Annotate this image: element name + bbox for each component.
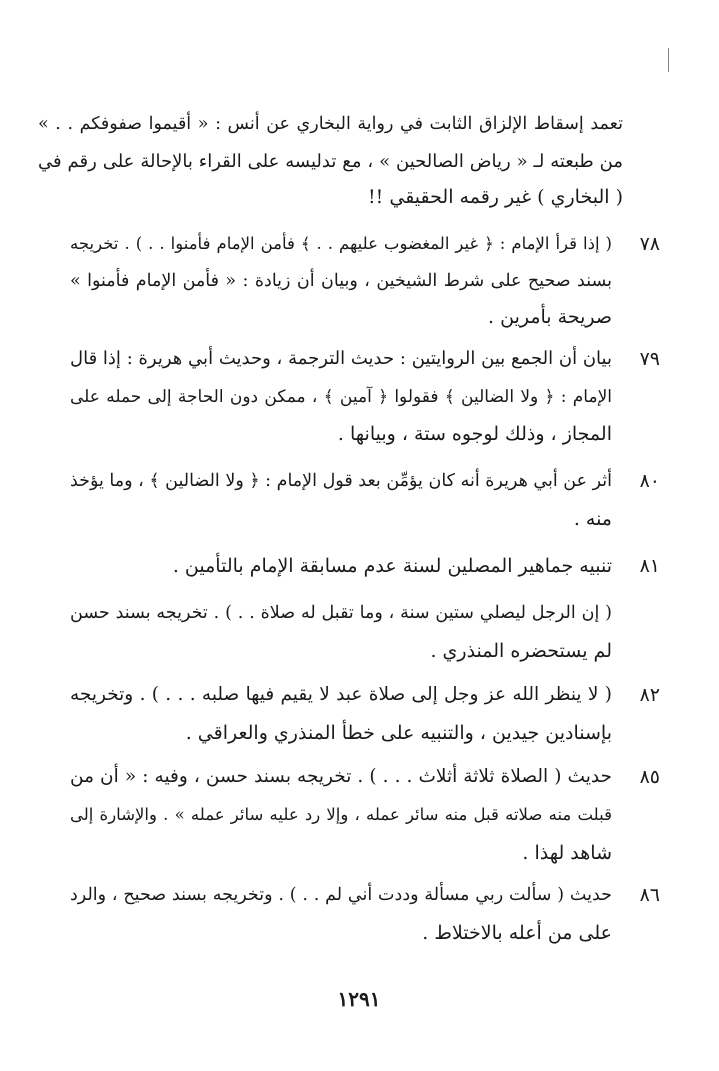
entry-79-line-1: بيان أن الجمع بين الروايتين : حديث الترجمة ، وحديث أبي هريرة : إذا قال <box>70 348 612 369</box>
sub-entry-line-1: ( إن الرجل ليصلي ستين سنة ، وما تقبل له صلاة . . ) . تخريجه بسند حسن <box>70 603 612 623</box>
entry-79-line-2: الإمام : ﴿ ولا الضالين ﴾ فقولوا ﴿ آمين ﴾ ، ممكن دون الحاجة إلى حمله على <box>70 387 612 407</box>
entry-78-line-1: ( إذا قرأ الإمام : ﴿ غير المغضوب عليهم . . ﴾ فأمن الإمام فأمنوا . . ) . تخريجه <box>70 234 612 253</box>
entry-85-line-3: شاهد لهذا . <box>522 842 612 864</box>
entry-82-line-2: بإسنادين جيدين ، والتنبيه على خطأ المنذري والعراقي . <box>185 722 612 744</box>
sub-entry-line-2: لم يستحضره المنذري . <box>430 640 612 662</box>
entry-number-79: ٧٩ <box>639 348 660 370</box>
entry-82-line-1: ( لا ينظر الله عز وجل إلى صلاة عبد لا يقيم فيها صلبه . . . ) . وتخريجه <box>70 684 612 705</box>
entry-number-81: ٨١ <box>639 555 660 577</box>
intro-line-1: تعمد إسقاط الإلزاق الثابت في رواية البخاري عن أنس : « أقيموا صفوفكم . . » <box>38 114 623 134</box>
entry-number-85: ٨٥ <box>639 766 660 788</box>
entry-80-line-2: منه . <box>573 508 612 530</box>
entry-79-line-3: المجاز ، وذلك لوجوه ستة ، وبيانها . <box>337 423 612 445</box>
entry-80-line-1: أثر عن أبي هريرة أنه كان يؤمِّن بعد قول الإمام : ﴿ ولا الضالين ﴾ ، وما يؤخذ <box>69 471 612 491</box>
entry-number-86: ٨٦ <box>639 884 660 906</box>
entry-86-line-1: حديث ( سألت ربي مسألة وددت أني لم . . ) . وتخريجه بسند صحيح ، والرد <box>70 885 612 905</box>
entry-81-line-1: تنبيه جماهير المصلين لسنة عدم مسابقة الإمام بالتأمين . <box>172 555 612 577</box>
entry-number-80: ٨٠ <box>639 470 660 492</box>
margin-mark <box>668 48 669 72</box>
entry-78-line-2: بسند صحيح على شرط الشيخين ، وبيان أن زيادة : « فأمن الإمام فأمنوا » <box>70 271 612 291</box>
intro-line-2: من طبعته لـ « رياض الصالحين » ، مع تدليسه على القراء بالإحالة على رقم في <box>38 151 623 172</box>
entry-85-line-2: قبلت منه صلاته قبل منه سائر عمله ، وإلا رد عليه سائر عمله » . والإشارة إلى <box>70 805 612 824</box>
entry-86-line-2: على من أعله بالاختلاط . <box>422 922 612 944</box>
page-number: ١٢٩١ <box>337 987 381 1011</box>
entry-number-78: ٧٨ <box>639 233 660 255</box>
entry-78-line-3: صريحة بأمرين . <box>488 306 612 328</box>
intro-line-3: ( البخاري ) غير رقمه الحقيقي !! <box>368 186 623 208</box>
entry-85-line-1: حديث ( الصلاة ثلاثة أثلاث . . . ) . تخريجه بسند حسن ، وفيه : « أن من <box>70 766 612 787</box>
entry-number-82: ٨٢ <box>639 684 660 706</box>
